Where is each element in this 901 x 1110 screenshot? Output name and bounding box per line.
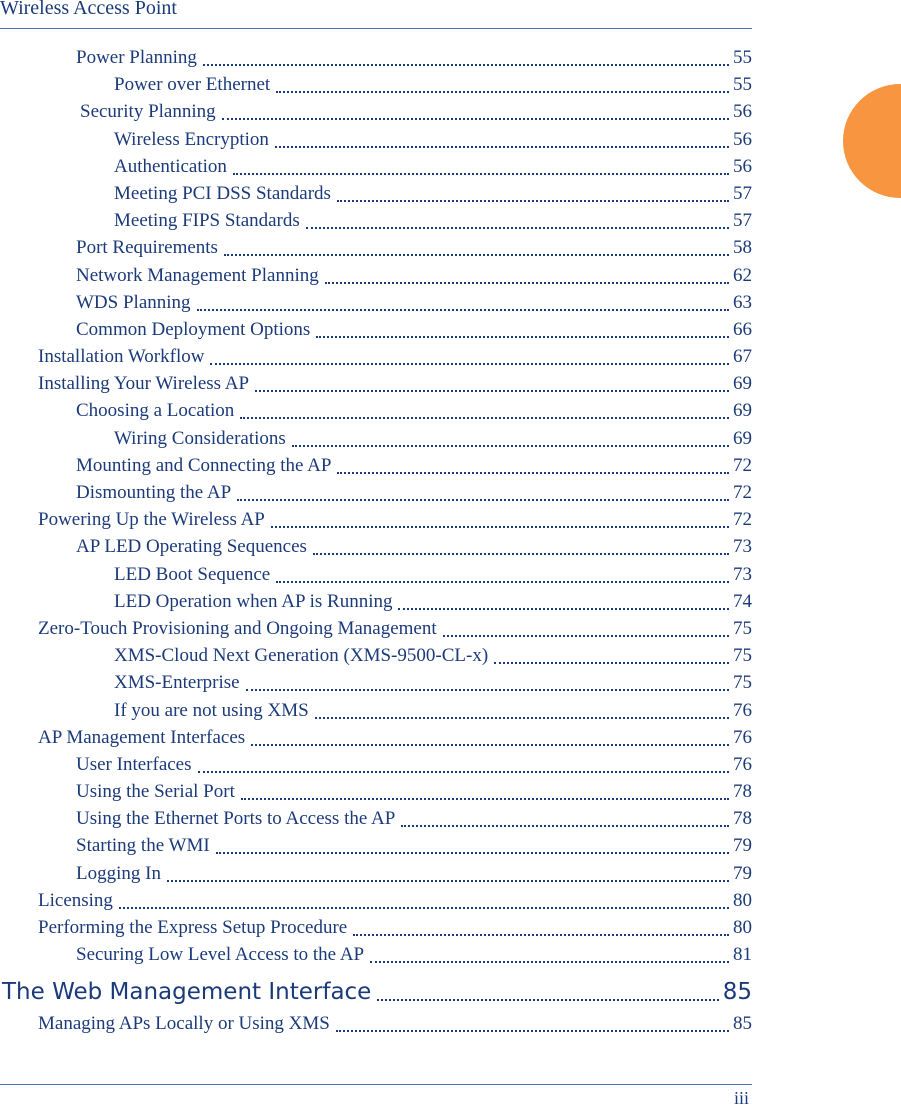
toc-entry-title: Common Deployment Options (76, 318, 311, 340)
toc-page-number: 75 (733, 617, 752, 639)
toc-entry-title: XMS-Cloud Next Generation (XMS-9500-CL-x) (114, 645, 489, 667)
toc-dot-leader (276, 79, 729, 93)
toc-entry[interactable] (0, 207, 752, 234)
toc-page-number: 56 (733, 101, 752, 123)
toc-page-number: 56 (733, 155, 752, 177)
toc-dot-leader (237, 487, 729, 501)
toc-page-number: 63 (733, 291, 752, 313)
toc-page-number: 76 (733, 699, 752, 721)
toc-entry[interactable] (0, 533, 752, 560)
running-header-title: Wireless Access Point (0, 0, 177, 19)
toc-entry[interactable] (0, 778, 752, 805)
toc-entry[interactable] (0, 642, 752, 669)
toc-entry-title: Power over Ethernet (114, 74, 271, 96)
toc-page-number: 74 (733, 590, 752, 612)
toc-entry-title: AP Management Interfaces (38, 726, 246, 748)
toc-entry-title: Security Planning (80, 101, 216, 123)
toc-dot-leader (353, 922, 729, 936)
toc-entry[interactable] (0, 71, 752, 98)
toc-dot-leader (315, 705, 729, 719)
toc-dot-leader (255, 378, 729, 392)
toc-entry[interactable] (0, 941, 752, 968)
toc-entry-title: Logging In (76, 862, 161, 884)
toc-entry[interactable] (0, 452, 752, 479)
toc-chapter-entry[interactable] (0, 974, 752, 1010)
toc-dot-leader (240, 405, 729, 419)
toc-entry[interactable] (0, 397, 752, 424)
toc-dot-leader (377, 987, 719, 1001)
toc-page-number: 57 (733, 182, 752, 204)
toc-entry-title: Mounting and Connecting the AP (76, 454, 332, 476)
toc-dot-leader (275, 134, 729, 148)
toc-dot-leader (313, 541, 729, 555)
toc-page-number: 69 (733, 373, 752, 395)
toc-entry[interactable] (0, 153, 752, 180)
toc-entry-title: Licensing (38, 889, 113, 911)
toc-entry-title: Installation Workflow (38, 346, 205, 368)
toc-entry-title: Managing APs Locally or Using XMS (38, 1013, 330, 1035)
toc-entry[interactable] (0, 914, 752, 941)
toc-page-number: 72 (733, 454, 752, 476)
toc-entry-title: Authentication (114, 155, 227, 177)
toc-page-number: 72 (733, 509, 752, 531)
toc-page-number: 80 (733, 889, 752, 911)
toc-dot-leader (443, 623, 729, 637)
toc-entry-title: Choosing a Location (76, 400, 235, 422)
toc-entry[interactable] (0, 805, 752, 832)
toc-dot-leader (241, 786, 729, 800)
toc-entry-title: Port Requirements (76, 237, 218, 259)
toc-entry-title: Installing Your Wireless AP (38, 373, 250, 395)
toc-dot-leader (398, 596, 729, 610)
toc-entry[interactable] (0, 425, 752, 452)
toc-entry[interactable] (0, 316, 752, 343)
toc-dot-leader (336, 1018, 729, 1032)
toc-dot-leader (370, 949, 729, 963)
toc-page-number: 75 (733, 672, 752, 694)
footer-page-number: iii (733, 1088, 749, 1108)
toc-dot-leader (337, 460, 729, 474)
toc-page-number: 79 (733, 835, 752, 857)
toc-page-number: 78 (733, 781, 752, 803)
toc-entry-title: Power Planning (76, 47, 197, 68)
toc-entry[interactable] (0, 751, 752, 778)
toc-entry-title: Meeting PCI DSS Standards (114, 182, 331, 204)
toc-entry-title: LED Operation when AP is Running (114, 590, 393, 612)
toc-dot-leader (203, 52, 729, 66)
toc-dot-leader (233, 161, 729, 175)
toc-page-number: 85 (733, 1013, 752, 1035)
toc-page-number: 69 (733, 427, 752, 449)
toc-dot-leader (216, 840, 729, 854)
toc-dot-leader (325, 270, 729, 284)
chapter-tab-marker (843, 84, 901, 198)
toc-page-number: 58 (733, 237, 752, 259)
toc-dot-leader (198, 759, 729, 773)
toc-entry[interactable] (0, 1010, 752, 1037)
toc-page-number: 75 (733, 645, 752, 667)
header-divider (0, 28, 752, 29)
toc-entry[interactable] (0, 180, 752, 207)
toc-dot-leader (246, 677, 729, 691)
footer-divider (0, 1084, 752, 1085)
toc-dot-leader (167, 868, 729, 882)
toc-dot-leader (276, 569, 729, 583)
toc-entry-title: Using the Serial Port (76, 781, 235, 803)
toc-page-number: 80 (733, 917, 752, 938)
toc-entry[interactable] (0, 588, 752, 615)
toc-entry[interactable] (0, 669, 752, 696)
toc-entry-title: Network Management Planning (76, 264, 319, 286)
toc-page-number: 78 (733, 808, 752, 830)
toc-page-number: 56 (733, 128, 752, 150)
toc-dot-leader (197, 297, 729, 311)
chapter-page-number: 85 (722, 979, 752, 1006)
toc-entry-title: User Interfaces (76, 753, 192, 775)
toc-entry[interactable] (0, 370, 752, 397)
toc-page-number: 55 (733, 47, 752, 68)
toc-page-number: 76 (733, 753, 752, 775)
toc-entry-title: AP LED Operating Sequences (76, 536, 307, 558)
toc-page-number: 69 (733, 400, 752, 422)
toc-entry[interactable] (0, 262, 752, 289)
toc-page-number: 79 (733, 862, 752, 884)
toc-page-number: 62 (733, 264, 752, 286)
toc-dot-leader (251, 732, 729, 746)
toc-entry-title: Securing Low Level Access to the AP (76, 944, 365, 966)
toc-entry[interactable] (0, 832, 752, 859)
toc-entry[interactable] (0, 343, 752, 370)
toc-entry[interactable] (0, 506, 752, 533)
toc-page-number: 76 (733, 726, 752, 748)
toc-dot-leader (316, 324, 729, 338)
toc-entry[interactable] (0, 724, 752, 751)
toc-page-number: 66 (733, 318, 752, 340)
toc-entry-title: WDS Planning (76, 291, 191, 313)
toc-dot-leader (292, 433, 729, 447)
toc-entry[interactable] (0, 697, 752, 724)
toc-page-number: 67 (733, 346, 752, 368)
toc-entry-title: Starting the WMI (76, 835, 210, 857)
toc-entry[interactable] (0, 860, 752, 887)
toc-entry-title: Wireless Encryption (114, 128, 269, 150)
toc-dot-leader (337, 188, 729, 202)
toc-entry-title: LED Boot Sequence (114, 563, 271, 585)
toc-entry[interactable] (0, 44, 752, 71)
toc-dot-leader (401, 813, 729, 827)
toc-dot-leader (494, 650, 729, 664)
toc-entry[interactable] (0, 234, 752, 261)
toc-page-number: 57 (733, 210, 752, 232)
toc-entry-title: Zero-Touch Provisioning and Ongoing Management (38, 617, 437, 639)
toc-entry[interactable] (0, 479, 752, 506)
toc-page-number: 73 (733, 563, 752, 585)
toc-entry-title: Performing the Express Setup Procedure (38, 917, 348, 938)
toc-entry[interactable] (0, 887, 752, 914)
toc-dot-leader (210, 351, 729, 365)
toc-dot-leader (222, 106, 729, 120)
table-of-contents (0, 44, 752, 1038)
toc-page-number: 55 (733, 74, 752, 96)
toc-page-number: 72 (733, 482, 752, 503)
toc-entry[interactable] (0, 126, 752, 153)
toc-dot-leader (224, 242, 729, 256)
toc-entry[interactable] (0, 98, 752, 125)
toc-dot-leader (306, 215, 729, 229)
toc-page-number: 73 (733, 536, 752, 558)
toc-entry[interactable] (0, 289, 752, 316)
toc-entry-title: If you are not using XMS (114, 699, 309, 721)
toc-entry-title: Powering Up the Wireless AP (38, 509, 265, 531)
toc-entry-title: XMS-Enterprise (114, 672, 240, 694)
toc-entry[interactable] (0, 561, 752, 588)
toc-entry-title: Meeting FIPS Standards (114, 210, 300, 232)
toc-dot-leader (271, 514, 729, 528)
toc-entry-title: Using the Ethernet Ports to Access the AP (76, 808, 396, 830)
chapter-title: The Web Management Interface (2, 979, 372, 1006)
toc-entry[interactable] (0, 615, 752, 642)
toc-dot-leader (119, 895, 729, 909)
toc-entry-title: Wiring Considerations (114, 427, 286, 449)
toc-entry-title: Dismounting the AP (76, 482, 232, 503)
toc-page-number: 81 (733, 944, 752, 966)
